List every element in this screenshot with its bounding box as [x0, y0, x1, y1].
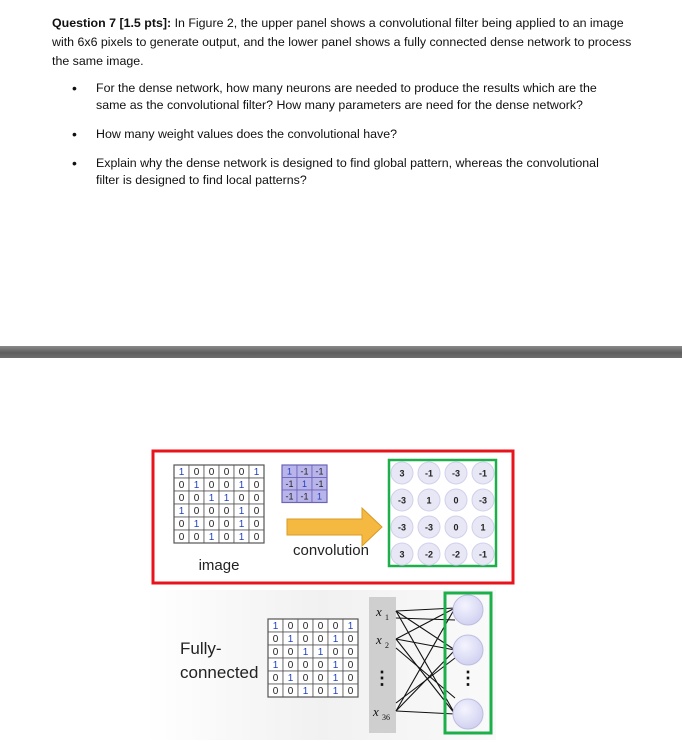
output-value: 3: [399, 549, 405, 560]
matrix-value: 1: [332, 634, 339, 646]
input-x36: x: [373, 704, 379, 719]
matrix-value: 1: [178, 467, 185, 479]
bullet-item: • For the dense network, how many neurons are needed to produce the results which are the same as the convolutional filter? How many parameters are need for the dense network?: [78, 80, 618, 114]
matrix-value: 0: [178, 493, 185, 505]
matrix-value: 0: [223, 480, 230, 492]
matrix-value: 0: [347, 686, 354, 698]
matrix-value: 1: [193, 480, 200, 492]
matrix-value: 1: [253, 467, 260, 479]
matrix-value: 1: [332, 660, 339, 672]
matrix-value: 0: [347, 660, 354, 672]
output-value: 0: [453, 495, 459, 506]
matrix-value: 0: [287, 686, 294, 698]
matrix-value: 0: [193, 506, 200, 518]
matrix-value: 0: [193, 493, 200, 505]
bullet-item: • How many weight values does the convolutional have?: [78, 126, 618, 143]
question-body: In Figure 2, the upper panel shows a convolutional filter being applied to an image with 6x6 pixels to generate output, and the lower panel shows a fully connected dense network to process the same image.: [52, 16, 632, 68]
output-value: -2: [451, 549, 461, 560]
input-x2-sub: 2: [385, 641, 389, 650]
matrix-value: 0: [238, 493, 245, 505]
question-text: [52, 14, 632, 71]
matrix-value: 0: [223, 519, 230, 531]
figure-2: [0, 358, 682, 748]
matrix-value: 1: [272, 660, 279, 672]
matrix-value: -1: [285, 491, 294, 502]
matrix-value: 0: [208, 480, 215, 492]
convolution-label: convolution: [293, 542, 369, 559]
matrix-value: 0: [302, 660, 309, 672]
neuron: [453, 699, 483, 729]
matrix-value: 1: [302, 686, 309, 698]
matrix-value: 0: [317, 634, 324, 646]
output-value: -3: [478, 495, 488, 506]
matrix-value: 0: [223, 506, 230, 518]
matrix-value: 1: [223, 493, 230, 505]
fc-label-line2: connected: [180, 663, 259, 682]
matrix-value: 1: [193, 519, 200, 531]
matrix-value: -1: [285, 478, 294, 489]
matrix-value: 0: [193, 532, 200, 544]
matrix-value: 1: [332, 686, 339, 698]
matrix-value: 0: [302, 673, 309, 685]
matrix-value: 0: [272, 686, 279, 698]
matrix-value: 0: [272, 647, 279, 659]
matrix-value: 0: [287, 660, 294, 672]
matrix-value: 0: [317, 686, 324, 698]
matrix-value: 0: [253, 519, 260, 531]
input-x2: x: [376, 632, 382, 647]
matrix-value: 0: [272, 673, 279, 685]
matrix-value: 0: [178, 519, 185, 531]
matrix-value: 0: [317, 621, 324, 633]
matrix-value: 0: [178, 532, 185, 544]
output-value: -1: [478, 549, 488, 560]
neuron-ellipsis: ⋮: [459, 668, 477, 688]
matrix-value: 1: [238, 480, 245, 492]
matrix-value: -1: [315, 466, 324, 477]
matrix-value: 0: [223, 532, 230, 544]
matrix-value: 1: [287, 634, 294, 646]
neuron: [453, 595, 483, 625]
matrix-value: 1: [208, 493, 215, 505]
matrix-value: 0: [208, 506, 215, 518]
matrix-value: 0: [302, 634, 309, 646]
output-value: 1: [480, 522, 486, 533]
matrix-value: 0: [238, 467, 245, 479]
matrix-value: 0: [317, 673, 324, 685]
matrix-value: 1: [272, 621, 279, 633]
matrix-value: 0: [347, 634, 354, 646]
matrix-value: 0: [332, 647, 339, 659]
matrix-value: 0: [253, 480, 260, 492]
matrix-value: 1: [178, 506, 185, 518]
matrix-value: 0: [347, 647, 354, 659]
matrix-value: -1: [300, 491, 309, 502]
image-label: image: [198, 557, 240, 574]
output-value: -3: [397, 522, 407, 533]
output-value: 3: [399, 468, 405, 479]
matrix-value: 1: [208, 532, 215, 544]
output-value: -2: [424, 549, 434, 560]
input-x1: x: [376, 604, 382, 619]
matrix-value: 1: [238, 519, 245, 531]
question-heading: Question 7 [1.5 pts]:: [52, 16, 172, 30]
matrix-value: 0: [193, 467, 200, 479]
matrix-value: 1: [316, 491, 323, 502]
matrix-value: 1: [302, 647, 309, 659]
matrix-value: 0: [223, 467, 230, 479]
matrix-value: 1: [301, 478, 308, 489]
matrix-value: 0: [208, 467, 215, 479]
matrix-value: 1: [317, 647, 324, 659]
matrix-value: 1: [347, 621, 354, 633]
matrix-value: 0: [272, 634, 279, 646]
output-value: -3: [451, 468, 461, 479]
output-value: -3: [424, 522, 434, 533]
matrix-value: 1: [238, 506, 245, 518]
matrix-value: 0: [253, 532, 260, 544]
matrix-value: 0: [178, 480, 185, 492]
matrix-value: 0: [208, 519, 215, 531]
matrix-value: 0: [253, 493, 260, 505]
matrix-value: 0: [287, 621, 294, 633]
output-value: -3: [397, 495, 407, 506]
image-matrix-fc: [268, 619, 358, 697]
section-divider: [0, 346, 682, 358]
filter-matrix: [282, 465, 327, 503]
output-value: 1: [426, 495, 432, 506]
matrix-value: -1: [300, 466, 309, 477]
matrix-value: 1: [287, 673, 294, 685]
matrix-value: 0: [302, 621, 309, 633]
input-ellipsis: ⋮: [373, 668, 391, 688]
neuron: [453, 635, 483, 665]
matrix-value: 1: [332, 673, 339, 685]
matrix-value: 1: [238, 532, 245, 544]
bullet-item: • Explain why the dense network is designed to find global pattern, whereas the convolutional filter is designed to find local patterns?: [78, 155, 618, 189]
matrix-value: 0: [317, 660, 324, 672]
matrix-value: 0: [253, 506, 260, 518]
matrix-value: 0: [332, 621, 339, 633]
input-x36-sub: 36: [382, 713, 390, 722]
question-bullets: [78, 80, 618, 201]
matrix-value: 0: [347, 673, 354, 685]
output-value: -1: [478, 468, 488, 479]
output-value: -1: [424, 468, 434, 479]
fc-label-line1: Fully-: [180, 639, 222, 658]
matrix-value: 1: [286, 466, 293, 477]
image-matrix: [174, 465, 264, 543]
output-value: 0: [453, 522, 459, 533]
matrix-value: 0: [287, 647, 294, 659]
input-x1-sub: 1: [385, 613, 389, 622]
matrix-value: -1: [315, 478, 324, 489]
